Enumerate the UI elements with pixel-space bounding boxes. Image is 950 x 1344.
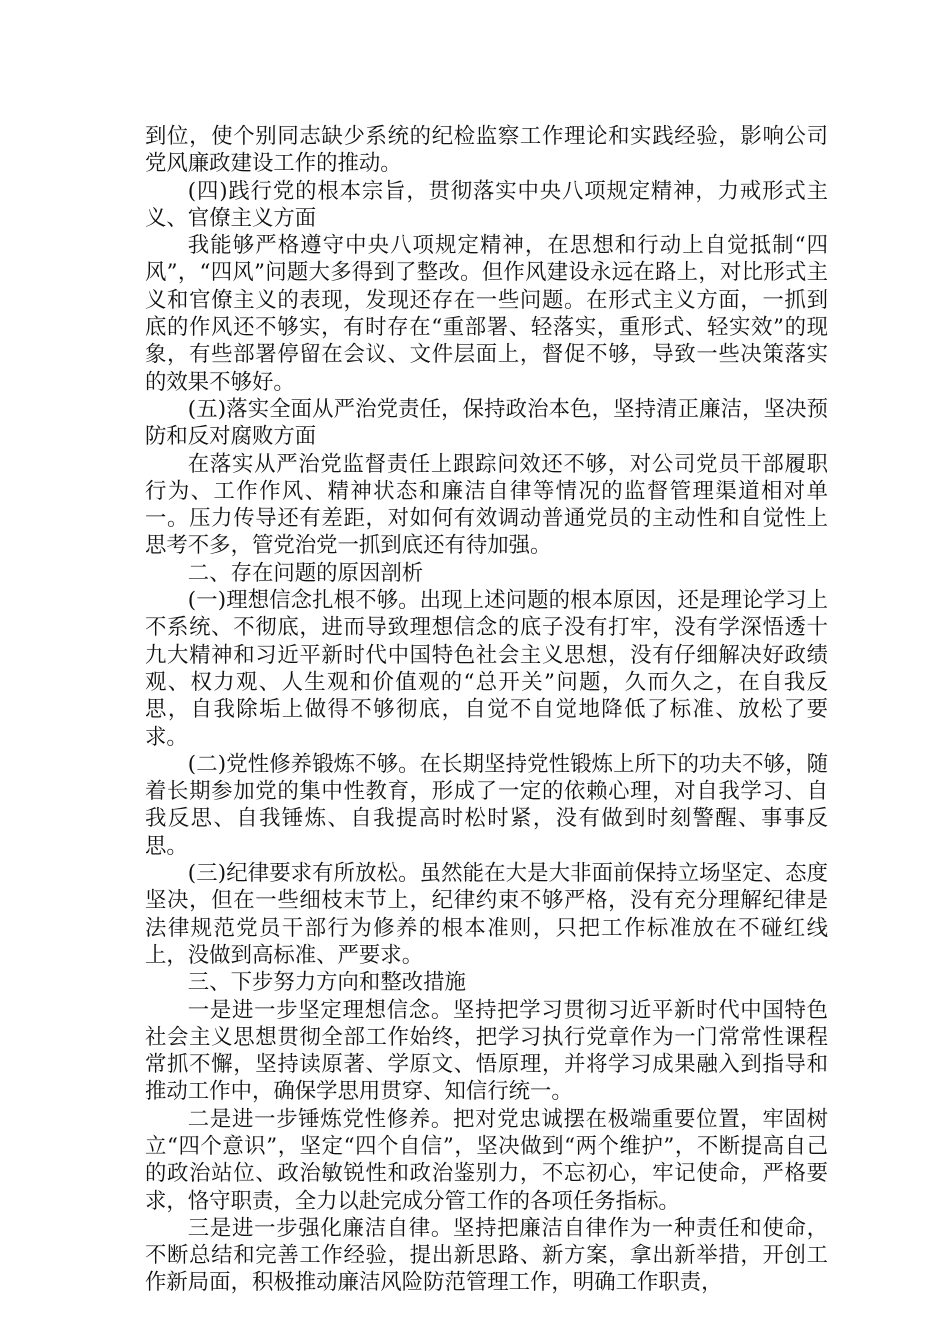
section-heading-cause-analysis: 二、存在问题的原因剖析 [187,560,424,586]
paragraph: 我能够严格遵守中央八项规定精神，在思想和行动上自觉抵制“四风”，“四风”问题大多得到了整改。但作风建设永远在路上，对比形式主义和官僚主义的表现，发现还存在一些问题。在形式主义方面，一抓到底的作风还不够实，有时存在“重部署、轻落实，重形式、轻实效”的现象，有些部署停留在会议、文件层面上，督促不够，导致一些决策落实的效果不够好。 [145,233,828,395]
paragraph: 一是进一步坚定理想信念。坚持把学习贯彻习近平新时代中国特色社会主义思想贯彻全部工作始终，把学习执行党章作为一门常常性课程常抓不懈，坚持读原著、学原文、悟原理，并将学习成果融入到指导和推动工作中，确保学思用贯穿、知信行统一。 [145,997,828,1105]
section-heading-rectification: 三、下步努力方向和整改措施 [187,970,466,996]
section-heading-five: (五)落实全面从严治党责任，保持政治本色，坚持清正廉洁，坚决预防和反对腐败方面 [145,396,828,450]
paragraph-continuation: 到位，使个别同志缺少系统的纪检监察工作理论和实践经验，影响公司党风廉政建设工作的推动。 [145,124,828,177]
paragraph: (三)纪律要求有所放松。虽然能在大是大非面前保持立场坚定、态度坚决，但在一些细枝末节上，纪律约束不够严格，没有充分理解纪律是法律规范党员干部行为修养的根本准则，只把工作标准放在不碰红线上，没做到高标准、严要求。 [145,861,828,968]
paragraph: 三是进一步强化廉洁自律。坚持把廉洁自律作为一种责任和使命，不断总结和完善工作经验，提出新思路、新方案，拿出新举措，开创工作新局面，积极推动廉洁风险防范管理工作，明确工作职责， [145,1215,828,1296]
section-heading-four: (四)践行党的根本宗旨，贯彻落实中央八项规定精神，力戒形式主义、官僚主义方面 [145,178,828,231]
paragraph: 在落实从严治党监督责任上跟踪问效还不够，对公司党员干部履职行为、工作作风、精神状态和廉洁自律等情况的监督管理渠道相对单一。压力传导还有差距，对如何有效调动普通党员的主动性和自觉性上思考不多，管党治党一抓到底还有待加强。 [145,451,828,559]
paragraph: (一)理想信念扎根不够。出现上述问题的根本原因，还是理论学习上不系统、不彻底，进而导致理想信念的底子没有打牢，没有学深悟透十九大精神和习近平新时代中国特色社会主义思想，没有仔细解决好政绩观、权力观、人生观和价值观的“总开关”问题，久而久之，在自我反思，自我除垢上做得不够彻底，自觉不自觉地降低了标准、放松了要求。 [145,588,828,750]
paragraph: 二是进一步锤炼党性修养。把对党忠诚摆在极端重要位置，牢固树立“四个意识”，坚定“四个自信”，坚决做到“两个维护”，不断提高自己的政治站位、政治敏锐性和政治鉴别力，不忘初心，牢记使命，严格要求，恪守职责，全力以赴完成分管工作的各项任务指标。 [145,1106,828,1214]
paragraph: (二)党性修养锻炼不够。在长期坚持党性锻炼上所下的功夫不够，随着长期参加党的集中性教育，形成了一定的依赖心理，对自我学习、自我反思、自我锤炼、自我提高时松时紧，没有做到时刻警醒、事事反思。 [145,751,828,859]
document-body [145,123,828,1297]
